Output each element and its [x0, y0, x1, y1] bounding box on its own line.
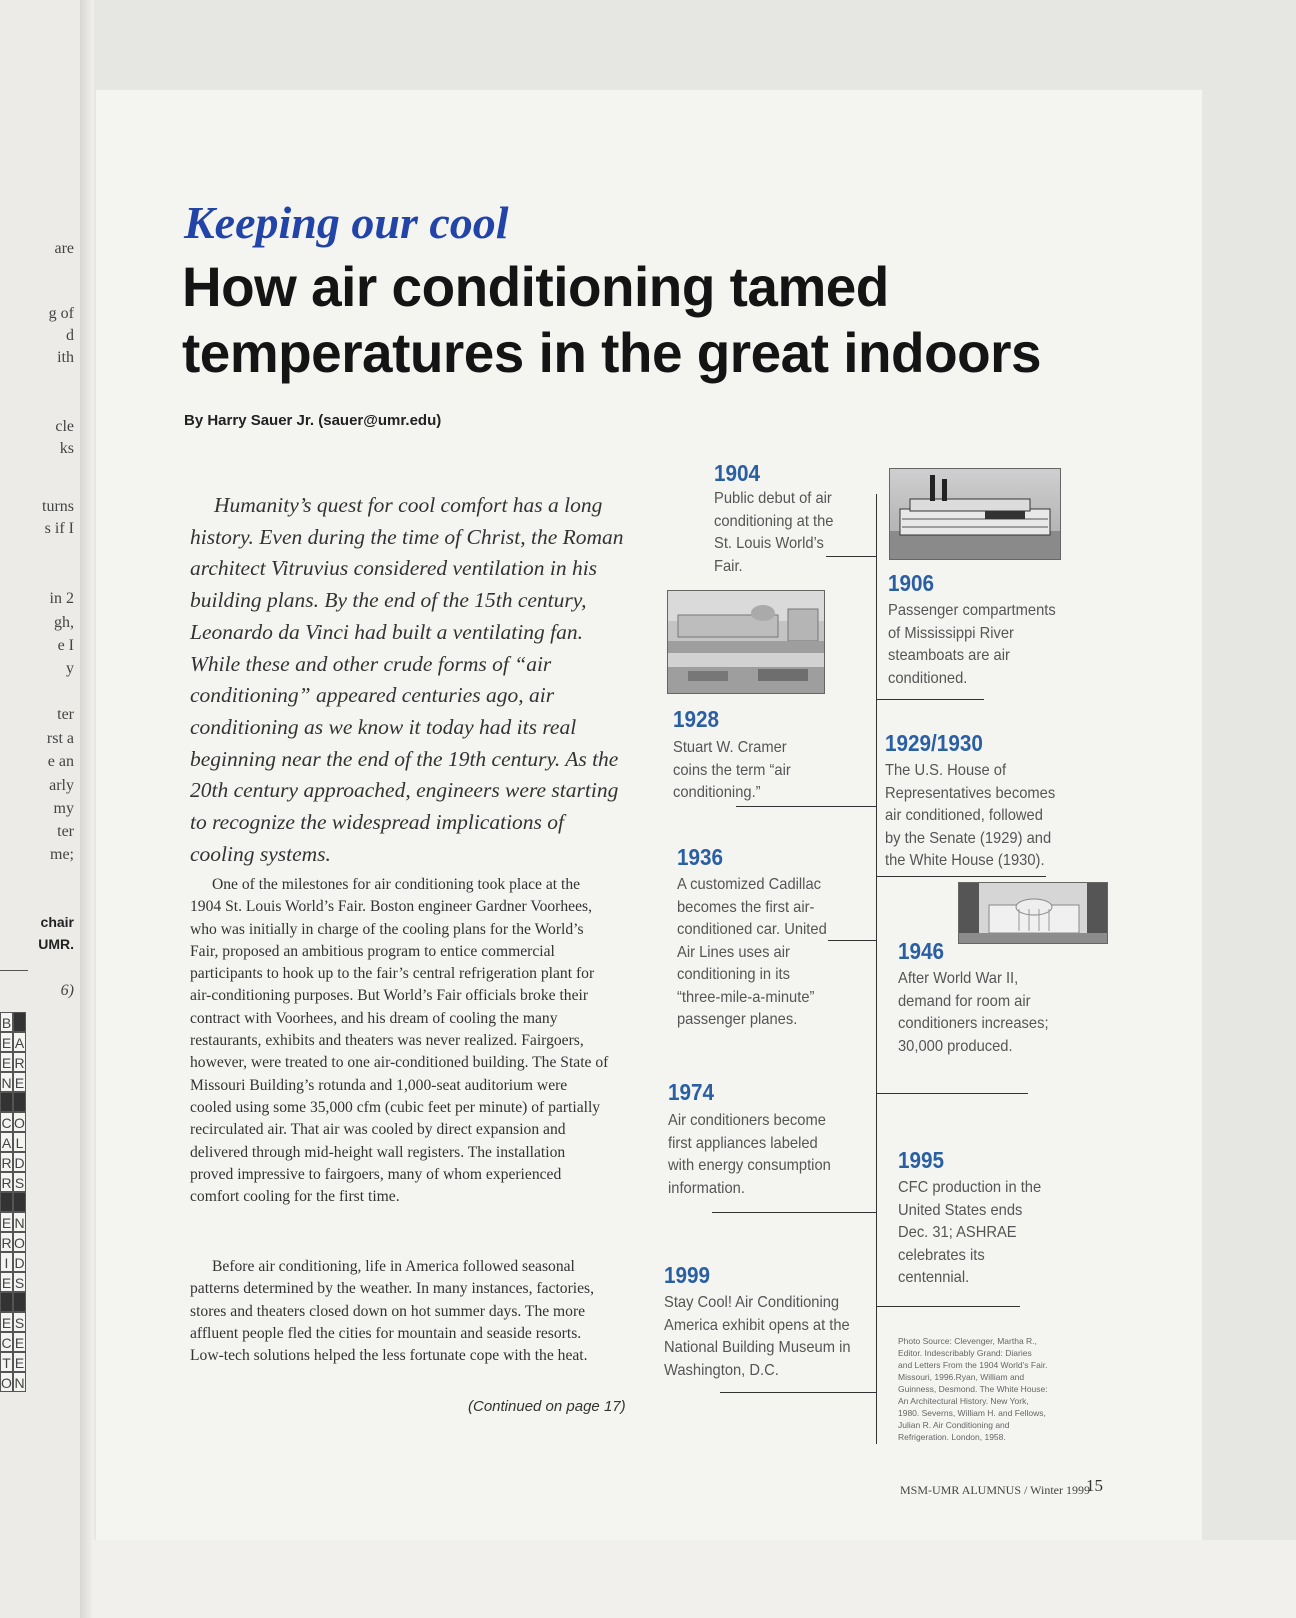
crossword-cell: E	[13, 1332, 26, 1352]
crossword-cell: R	[0, 1152, 13, 1172]
crossword-cell: R	[13, 1052, 26, 1072]
crossword-cell: I	[0, 1252, 13, 1272]
left-page-rule	[0, 970, 28, 971]
article-paragraph: Before air conditioning, life in America followed seasonal patterns determined by the weather. In many instances, factories, stores and theaters closed down on hot summer days. The more affluent people fled the cities for mountain and seaside resorts. Low-tech solutions helped the less fortunate cope with the heat.	[190, 1258, 594, 1365]
page-number: 15	[1086, 1476, 1103, 1495]
crossword-cell: D	[13, 1152, 26, 1172]
timeline-text: Stay Cool! Air Conditioning America exhibit opens at the National Building Museum in Washington, D.C.	[664, 1294, 851, 1379]
left-page-text: e I	[57, 637, 74, 654]
timeline-connector	[876, 876, 1046, 877]
crossword-cell: E	[13, 1352, 26, 1372]
timeline-text: A customized Cadillac becomes the first air-conditioned car. United Air Lines uses air conditioning in its “three-mile-a-minute” passenger planes.	[677, 876, 827, 1028]
left-page-bold-text: chair	[40, 914, 74, 930]
timeline-text: After World War II, demand for room air conditioners increases; 30,000 produced.	[898, 970, 1049, 1055]
crossword-cell: E	[0, 1312, 13, 1332]
continued-note: (Continued on page 17)	[468, 1398, 626, 1415]
left-page-text: arly	[49, 777, 74, 794]
left-page-text: 6)	[60, 982, 74, 999]
timeline-connector	[876, 1306, 1020, 1307]
timeline-text: Passenger compartments of Mississippi River steamboats are air conditioned.	[888, 602, 1056, 687]
steamboat-photo	[889, 468, 1061, 560]
crossword-cell: N	[13, 1372, 26, 1392]
crossword-cell: S	[13, 1172, 26, 1192]
crossword-cell: A	[13, 1032, 26, 1052]
left-page-text: ith	[57, 349, 74, 366]
crossword-cell: L	[13, 1132, 26, 1152]
crossword-cell: S	[13, 1312, 26, 1332]
crossword-black-cell	[13, 1012, 26, 1032]
timeline-year: 1995	[898, 1147, 945, 1173]
article-byline: By Harry Sauer Jr. (sauer@umr.edu)	[184, 412, 442, 429]
left-page-text: rst a	[46, 730, 74, 747]
timeline-text: CFC production in the United States ends Dec. 31; ASHRAE celebrates its centennial.	[898, 1179, 1042, 1286]
timeline-year: 1936	[677, 844, 724, 870]
crossword-cell: R	[0, 1232, 13, 1252]
page-gutter-shadow	[80, 0, 94, 1618]
crossword-black-cell	[13, 1192, 26, 1212]
worlds-fair-photo	[667, 590, 825, 694]
timeline-year: 1904	[714, 460, 761, 486]
left-page-text: s if I	[44, 520, 74, 537]
left-page-text: gh,	[54, 614, 74, 631]
page-bottom-margin	[92, 1540, 1296, 1618]
left-page-fragment	[0, 0, 92, 1618]
photo-source-credit: Photo Source: Clevenger, Martha R., Editor. Indescribably Grand: Diaries and Letters From the 1904 World’s Fair. Missouri, 1996.Ryan, William and Guinness, Desmond. The White House: An Architectural History. New York, 1980. Severns, William H. and Fellows, Julian R. Air Conditioning and Refrigeration. London, 1958.	[898, 1336, 1048, 1442]
timeline-connector	[828, 940, 876, 941]
crossword-black-cell	[13, 1292, 26, 1312]
timeline-connector	[876, 699, 984, 700]
timeline-text: The U.S. House of Representatives becomes air conditioned, followed by the Senate (1929) and the White House (1930).	[885, 762, 1056, 869]
crossword-cell: C	[0, 1332, 13, 1352]
crossword-cell: T	[0, 1352, 13, 1372]
left-page-text: cle	[55, 418, 74, 435]
left-page-text: in 2	[49, 590, 74, 607]
timeline-text: Air conditioners become first appliances labeled with energy consumption information.	[668, 1112, 831, 1197]
crossword-cell: B	[0, 1012, 13, 1032]
crossword-cell: N	[13, 1212, 26, 1232]
crossword-cell: R	[0, 1172, 13, 1192]
timeline-connector	[736, 806, 876, 807]
footer-publication: MSM-UMR ALUMNUS / Winter 1999	[900, 1483, 1090, 1497]
timeline-connector	[876, 1093, 1028, 1094]
crossword-cell: N	[0, 1072, 13, 1092]
crossword-cell: S	[13, 1272, 26, 1292]
timeline-year: 1974	[668, 1079, 715, 1105]
crossword-cell: E	[0, 1212, 13, 1232]
left-page-text: turns	[42, 498, 74, 515]
timeline-year: 1999	[664, 1262, 711, 1288]
article-kicker: Keeping our cool	[184, 197, 509, 248]
crossword-cell: O	[13, 1232, 26, 1252]
article-paragraph: One of the milestones for air conditioning took place at the 1904 St. Louis World’s Fair. Boston engineer Gardner Voorhees, who was initially in charge of the cooling plans for the World’s Fair, proposed an ambitious program to entice commercial participants to hook up to the fair’s central refrigeration plant for air-conditioning purposes. But World’s Fair officials broke their contract with Voorhees, and his dream of cooling the many restaurants, exhibits and theaters was never realized. Fairgoers, however, were treated to one air-conditioned building. The State of Missouri Building’s rotunda and 1,000-seat auditorium were cooled using some 35,000 cfm (cubic feet per minute) of partially recirculated air. That air was cooled by direct expansion and delivered through mid-height wall registers. The installation proved impressive to fairgoers, many of whom experienced comfort cooling for the first time.	[190, 876, 609, 1206]
left-page-text: ter	[57, 823, 74, 840]
white-house-photo	[958, 882, 1108, 944]
left-page-text: e an	[47, 753, 74, 770]
timeline-connector	[826, 556, 876, 557]
timeline-text: Public debut of air conditioning at the St. Louis World’s Fair.	[714, 490, 834, 575]
crossword-cell: O	[13, 1112, 26, 1132]
left-page-text: d	[66, 327, 74, 344]
timeline-year: 1928	[673, 706, 720, 732]
left-page-text: are	[54, 240, 74, 257]
left-page-text: me;	[50, 846, 74, 863]
timeline-axis	[876, 494, 877, 1444]
left-page-bold-text: UMR.	[38, 936, 74, 952]
crossword-black-cell	[0, 1292, 13, 1312]
timeline-year: 1906	[888, 570, 935, 596]
crossword-black-cell	[0, 1092, 13, 1112]
crossword-cell: C	[0, 1112, 13, 1132]
crossword-cell: D	[13, 1252, 26, 1272]
left-page-text: g of	[48, 305, 74, 322]
crossword-cell: E	[0, 1052, 13, 1072]
timeline-text: Stuart W. Cramer coins the term “air conditioning.”	[673, 739, 791, 801]
timeline-year: 1946	[898, 938, 945, 964]
crossword-cell: E	[0, 1272, 13, 1292]
crossword-black-cell	[13, 1092, 26, 1112]
left-page-text: ks	[59, 440, 74, 457]
left-page-text: y	[66, 660, 74, 677]
timeline-year: 1929/1930	[885, 730, 983, 756]
crossword-cell: E	[0, 1032, 13, 1052]
timeline-connector	[720, 1392, 876, 1393]
article-intro: Humanity’s quest for cool comfort has a long history. Even during the time of Christ, the Roman architect Vitruvius considered ventilation in his building plans. By the end of the 15th century, Leonardo da Vinci had built a ventilating fan. While these and other crude forms of “air conditioning” appeared centuries ago, air conditioning as we know it today had its real beginning near the end of the 19th century. As the 20th century approached, engineers were starting to recognize the widespread implications of cooling systems.	[190, 493, 624, 866]
crossword-cell: A	[0, 1132, 13, 1152]
crossword-cell: E	[13, 1072, 26, 1092]
left-page-text: ter	[57, 706, 74, 723]
crossword-black-cell	[0, 1192, 13, 1212]
crossword-cell: O	[0, 1372, 13, 1392]
timeline-connector	[712, 1212, 876, 1213]
article-headline: How air conditioning tamed temperatures in the great indoors	[182, 255, 1042, 384]
left-page-text: my	[53, 800, 74, 817]
